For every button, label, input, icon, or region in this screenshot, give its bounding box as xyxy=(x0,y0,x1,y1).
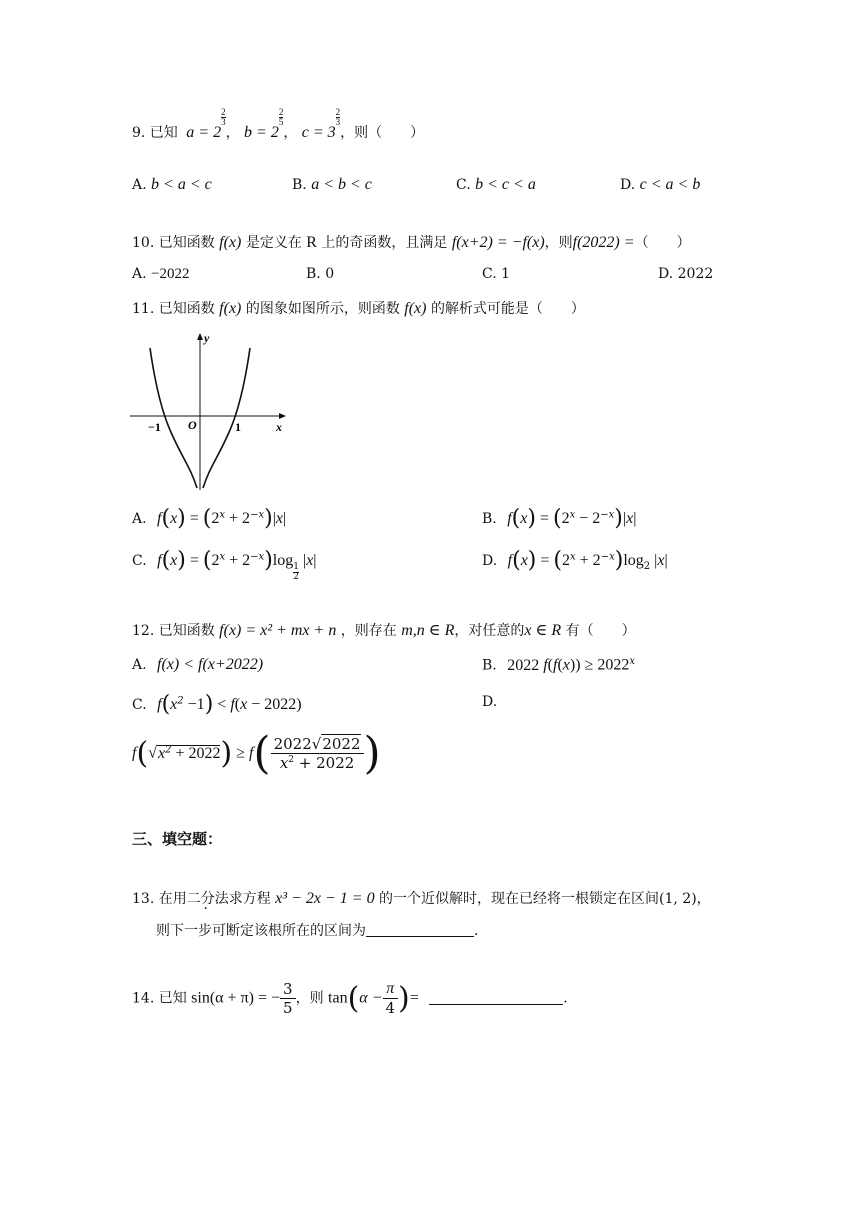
q10-option-d: D. 2022 xyxy=(658,266,714,282)
x-axis xyxy=(130,413,286,419)
origin-label: O xyxy=(188,418,197,432)
q10-option-b: B. 0 xyxy=(306,266,335,282)
q10-stem: 10. 已知函数 f(x) 是定义在 R 上的奇函数，且满足 f(x+2) = −f(x)，则f(2022) =（ ） xyxy=(132,234,691,251)
q12-option-a: A. f(x) < f(x+2022) xyxy=(132,656,264,673)
q13-line2: 则下一步可断定该根所在的区间为 . xyxy=(156,923,479,939)
q9-b-expr: b = 2 $\frac{2}{5}$ xyxy=(244,107,284,141)
neg-one-label: −1 xyxy=(148,420,161,434)
q14-answer-blank[interactable] xyxy=(429,990,563,1005)
q12-option-c: C. $f(x^2 -1) < f(x - 2022)$ xyxy=(132,692,302,717)
q9-option-a: A. b < a < c xyxy=(132,176,212,193)
q10-option-a: A. −2022 xyxy=(132,266,190,282)
q9-c-expr: c = 3 $\frac{2}{3}$ xyxy=(301,107,341,141)
section-title: 三、填空题： xyxy=(132,830,223,848)
y-axis xyxy=(197,333,203,490)
q11-option-d: D. $f(x) = (2^x + 2^{-x})\log_2$ |x| xyxy=(482,548,668,573)
q11-option-c: C. $f(x) = (2^x + 2^{-x})\log$ $\frac{1}{2}$ |x| xyxy=(132,548,317,582)
q9-option-c: C. b < c < a xyxy=(456,176,536,193)
q13-line1: 13. 在用二分法求方程 x³ − 2x − 1 = 0 的一个近似解时，现在已经将一根锁定在区间(1, 2)， xyxy=(132,890,711,907)
q9-stem: 9. 已知 a = 2 $\frac{2}{3}$ ， b = 2 $\frac{2}{5}$ ， c = 3 $\frac{2}{3}$ ，则（ ） xyxy=(132,107,425,141)
function-graph xyxy=(130,330,290,490)
q9-option-b: B. a < b < c xyxy=(292,176,372,193)
q11-option-b: B. $f(x) = (2^x - 2^{-x})|x|$ xyxy=(482,506,637,531)
x-label: x xyxy=(276,420,282,434)
q9-a-expr: a = 2 $\frac{2}{3}$ xyxy=(186,107,226,141)
q10-option-c: C. 1 xyxy=(482,266,511,282)
q12-option-d-label: D. xyxy=(482,694,498,710)
one-label: 1 xyxy=(235,420,241,434)
y-label: y xyxy=(204,331,210,345)
q12-stem: 12. 已知函数 f(x) = x² + mx + n ，则存在 m,n ∈ R，对任意的x ∈ R 有（ ） xyxy=(132,622,636,639)
q9-option-d: D. c < a < b xyxy=(620,176,701,193)
q12-option-d-expr: $f(√x^2 + 2022) \ge f$( $\frac{2022√2022}{x^2 + 2022}$ ) xyxy=(132,728,381,779)
q12-option-b: B. 2022 $f(f(x)) \ge 2022^x$ xyxy=(482,656,635,674)
q11-option-a: A. $f(x) = (2^x + 2^{-x})|x|$ xyxy=(132,506,287,531)
q13-emph: 二分法 xyxy=(186,891,229,907)
q11-stem: 11. 已知函数 f(x) 的图象如图所示，则函数 f(x) 的解析式可能是（ ） xyxy=(132,300,585,317)
q9-label: 9. 已知 xyxy=(132,125,178,141)
q14-stem: 14. 已知 sin(α + π) = − $\frac{3}{5}$ ，则 tan(α − $\frac{\pi}{4}$ )= . xyxy=(132,980,568,1017)
right-curve xyxy=(203,348,250,488)
q13-answer-blank[interactable] xyxy=(366,922,474,937)
